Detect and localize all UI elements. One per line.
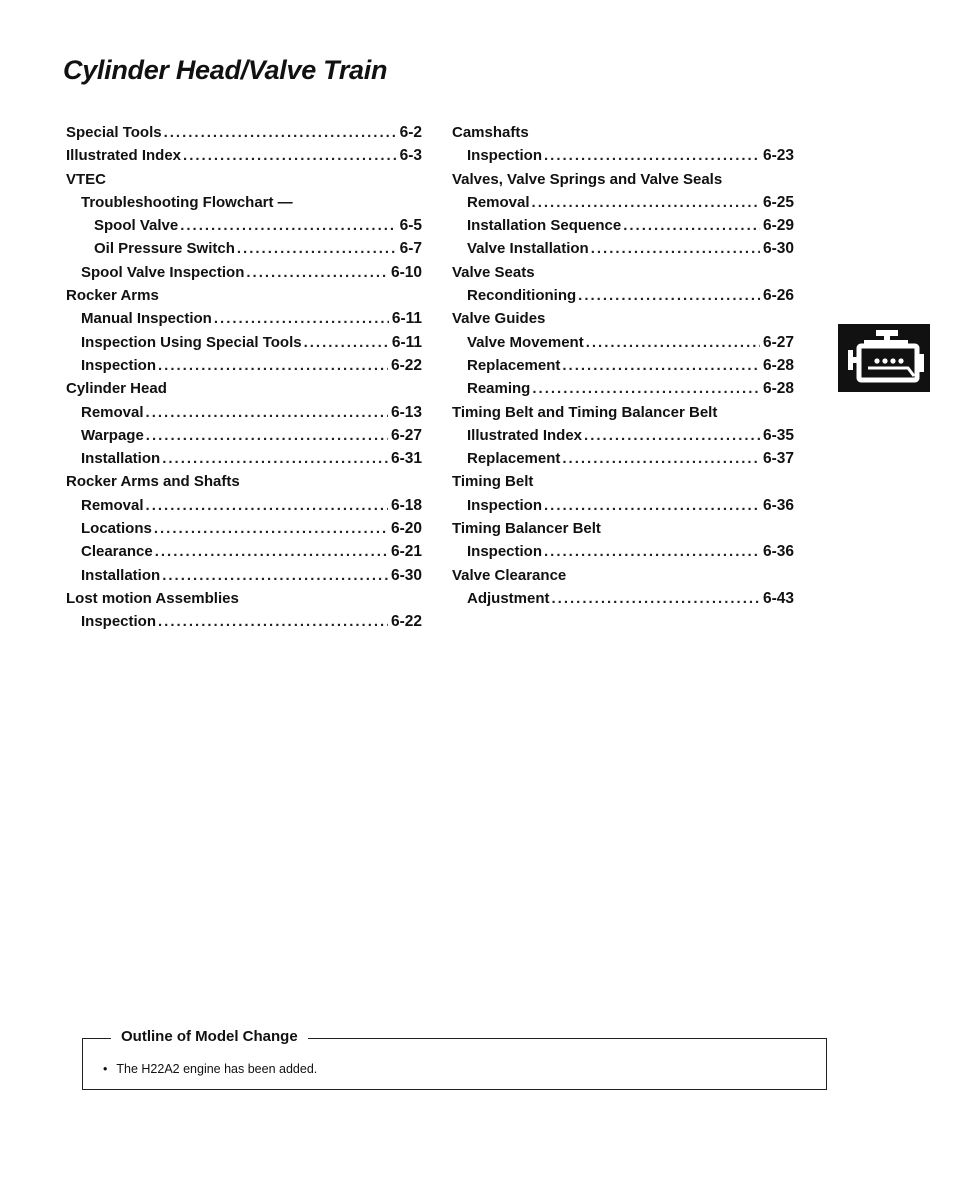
toc-page-number: 6-10 [390, 263, 422, 281]
toc-entry[interactable] [66, 404, 422, 427]
model-change-box [82, 1028, 827, 1090]
toc-page-number: 6-29 [762, 217, 794, 235]
dot-leader [623, 217, 760, 234]
dot-leader [164, 124, 397, 141]
toc-entry-label: Illustrated Index [467, 426, 583, 444]
toc-entry-label: Timing Belt and Timing Balancer Belt [452, 403, 718, 421]
toc-heading [66, 590, 422, 613]
toc-entry-label: Removal [81, 403, 144, 421]
toc-page-number: 6-22 [390, 613, 422, 631]
toc-entry[interactable] [452, 590, 794, 613]
dot-leader [532, 194, 760, 211]
page-title: Cylinder Head/Valve Train [63, 55, 388, 85]
toc-entry[interactable] [452, 147, 794, 170]
toc-page-number: 6-5 [399, 217, 422, 235]
toc-heading [452, 124, 794, 147]
toc-page-number: 6-28 [762, 356, 794, 374]
toc-entry[interactable] [66, 497, 422, 520]
dot-leader [214, 310, 389, 327]
toc-entry-label: Illustrated Index [66, 147, 182, 165]
toc-entry-label: Oil Pressure Switch [94, 240, 235, 258]
dot-leader [532, 380, 760, 397]
dot-leader [562, 450, 760, 467]
dot-leader [552, 590, 760, 607]
dot-leader [158, 357, 388, 374]
dot-leader [146, 497, 388, 514]
toc-page-number: 6-31 [390, 450, 422, 468]
toc-page-number: 6-28 [762, 380, 794, 398]
dot-leader [162, 567, 388, 584]
toc-heading [452, 567, 794, 590]
toc-entry-label: Installation [81, 566, 161, 584]
dot-leader [154, 520, 388, 537]
dot-leader [562, 357, 760, 374]
dot-leader [237, 240, 397, 257]
toc-page-number: 6-11 [391, 310, 422, 328]
toc-entry-label: Installation [81, 450, 161, 468]
toc-entry[interactable] [66, 240, 422, 263]
toc-entry-label: Manual Inspection [81, 310, 212, 328]
dot-leader [246, 264, 388, 281]
toc-page-number: 6-35 [762, 426, 794, 444]
toc-page-number: 6-27 [390, 426, 422, 444]
toc-page-number: 6-20 [390, 520, 422, 538]
toc-entry-label: Valve Guides [452, 310, 546, 328]
toc-entry-label: Valve Seats [452, 263, 535, 281]
toc-page-number: 6-3 [399, 147, 422, 165]
toc-entry-label: Valve Movement [467, 333, 584, 351]
toc-heading [66, 380, 422, 403]
toc-page-number: 6-36 [762, 543, 794, 561]
toc-entry[interactable] [66, 147, 422, 170]
toc-entry[interactable] [452, 427, 794, 450]
dot-leader [544, 147, 760, 164]
toc-entry[interactable] [452, 543, 794, 566]
toc-entry-label: Locations [81, 520, 152, 538]
toc-page-number: 6-7 [399, 240, 422, 258]
toc-entry[interactable] [452, 194, 794, 217]
toc-entry-label: Inspection [467, 543, 543, 561]
toc-entry[interactable] [66, 543, 422, 566]
toc-page-number: 6-13 [390, 403, 422, 421]
toc-page-number: 6-18 [390, 496, 422, 514]
toc-entry-label: Rocker Arms and Shafts [66, 473, 240, 491]
toc-entry[interactable] [66, 217, 422, 240]
dot-leader [146, 404, 388, 421]
dot-leader [158, 613, 388, 630]
toc-entry[interactable] [66, 334, 422, 357]
model-change-item [103, 1062, 317, 1076]
toc-heading [66, 171, 422, 194]
toc-entry-label: Special Tools [66, 124, 162, 141]
toc-entry-label: Replacement [467, 356, 561, 374]
dot-leader [162, 450, 388, 467]
toc-entry[interactable] [66, 264, 422, 287]
toc-entry[interactable] [66, 427, 422, 450]
dot-leader [578, 287, 760, 304]
toc-heading [452, 264, 794, 287]
toc-heading [66, 473, 422, 496]
toc-entry-label: Inspection Using Special Tools [81, 333, 302, 351]
toc-page-number: 6-36 [762, 496, 794, 514]
dot-leader [544, 497, 760, 514]
toc-page-number: 6-30 [762, 240, 794, 258]
toc-page-number: 6-43 [762, 589, 794, 607]
engine-icon [838, 324, 930, 392]
toc-entry[interactable] [66, 310, 422, 333]
toc-entry-label: Inspection [467, 496, 543, 514]
dot-leader [591, 240, 760, 257]
toc-entry-label: Lost motion Assemblies [66, 589, 239, 607]
toc-heading [452, 520, 794, 543]
dot-leader [586, 334, 760, 351]
toc-entry-label: Valves, Valve Springs and Valve Seals [452, 170, 723, 188]
toc-page-number: 6-30 [390, 566, 422, 584]
toc-page-number: 6-21 [390, 543, 422, 561]
bullet-icon: • [103, 1062, 108, 1076]
toc-heading [66, 194, 422, 217]
dot-leader [155, 543, 388, 560]
toc-entry[interactable] [452, 217, 794, 240]
toc-entry[interactable] [452, 357, 794, 380]
toc-entry-label: Rocker Arms [66, 287, 159, 305]
toc-page-number: 6-22 [390, 356, 422, 374]
toc-entry[interactable] [66, 567, 422, 590]
toc-heading [452, 171, 794, 194]
toc-entry-label: Inspection [81, 613, 157, 631]
toc-entry[interactable] [452, 380, 794, 403]
toc-entry-label: Adjustment [467, 589, 550, 607]
toc-entry-label: Timing Belt [452, 473, 534, 491]
dot-leader [304, 334, 389, 351]
toc-entry-label: Inspection [467, 147, 543, 165]
dot-leader [183, 147, 397, 164]
toc-entry[interactable] [452, 287, 794, 310]
toc-entry-label: Spool Valve [94, 217, 179, 235]
model-change-title: Outline of Model Change [111, 1028, 308, 1045]
toc-right-column [452, 124, 794, 613]
toc-entry[interactable] [66, 124, 422, 147]
toc-entry[interactable] [452, 497, 794, 520]
toc-entry-label: Reconditioning [467, 287, 577, 305]
dot-leader [544, 543, 760, 560]
model-change-text: The H22A2 engine has been added. [116, 1062, 318, 1076]
toc-entry-label: Cylinder Head [66, 380, 167, 398]
toc-entry[interactable] [66, 357, 422, 380]
toc-entry-label: Troubleshooting Flowchart — [81, 193, 293, 211]
toc-heading [452, 404, 794, 427]
toc-entry-label: Warpage [81, 426, 144, 444]
toc-heading [66, 287, 422, 310]
toc-heading [452, 310, 794, 333]
toc-heading [452, 473, 794, 496]
toc-page-number: 6-23 [762, 147, 794, 165]
toc-entry-label: Removal [81, 496, 144, 514]
toc-entry[interactable] [452, 334, 794, 357]
dot-leader [180, 217, 396, 234]
toc-entry-label: Inspection [81, 356, 157, 374]
toc-entry-label: Installation Sequence [467, 217, 622, 235]
toc-page-number: 6-25 [762, 193, 794, 211]
toc-entry[interactable] [452, 450, 794, 473]
toc-entry[interactable] [66, 520, 422, 543]
toc-page-number: 6-27 [762, 333, 794, 351]
toc-entry-label: VTEC [66, 170, 107, 188]
toc-entry-label: Replacement [467, 450, 561, 468]
dot-leader [584, 427, 760, 444]
toc-entry-label: Camshafts [452, 124, 529, 141]
engine-section-tab [838, 324, 930, 392]
toc-entry-label: Timing Balancer Belt [452, 520, 601, 538]
toc-page-number: 6-26 [762, 287, 794, 305]
toc-entry-label: Reaming [467, 380, 531, 398]
toc-entry-label: Valve Clearance [452, 566, 567, 584]
toc-entry[interactable] [66, 613, 422, 636]
toc-page-number: 6-11 [391, 333, 422, 351]
toc-entry[interactable] [66, 450, 422, 473]
dot-leader [146, 427, 388, 444]
toc-entry-label: Spool Valve Inspection [81, 263, 245, 281]
toc-entry[interactable] [452, 240, 794, 263]
toc-left-column [66, 124, 422, 637]
toc-entry-label: Removal [467, 193, 530, 211]
toc-entry-label: Clearance [81, 543, 153, 561]
toc-page-number: 6-2 [399, 124, 422, 141]
toc-entry-label: Valve Installation [467, 240, 589, 258]
toc-page-number: 6-37 [762, 450, 794, 468]
